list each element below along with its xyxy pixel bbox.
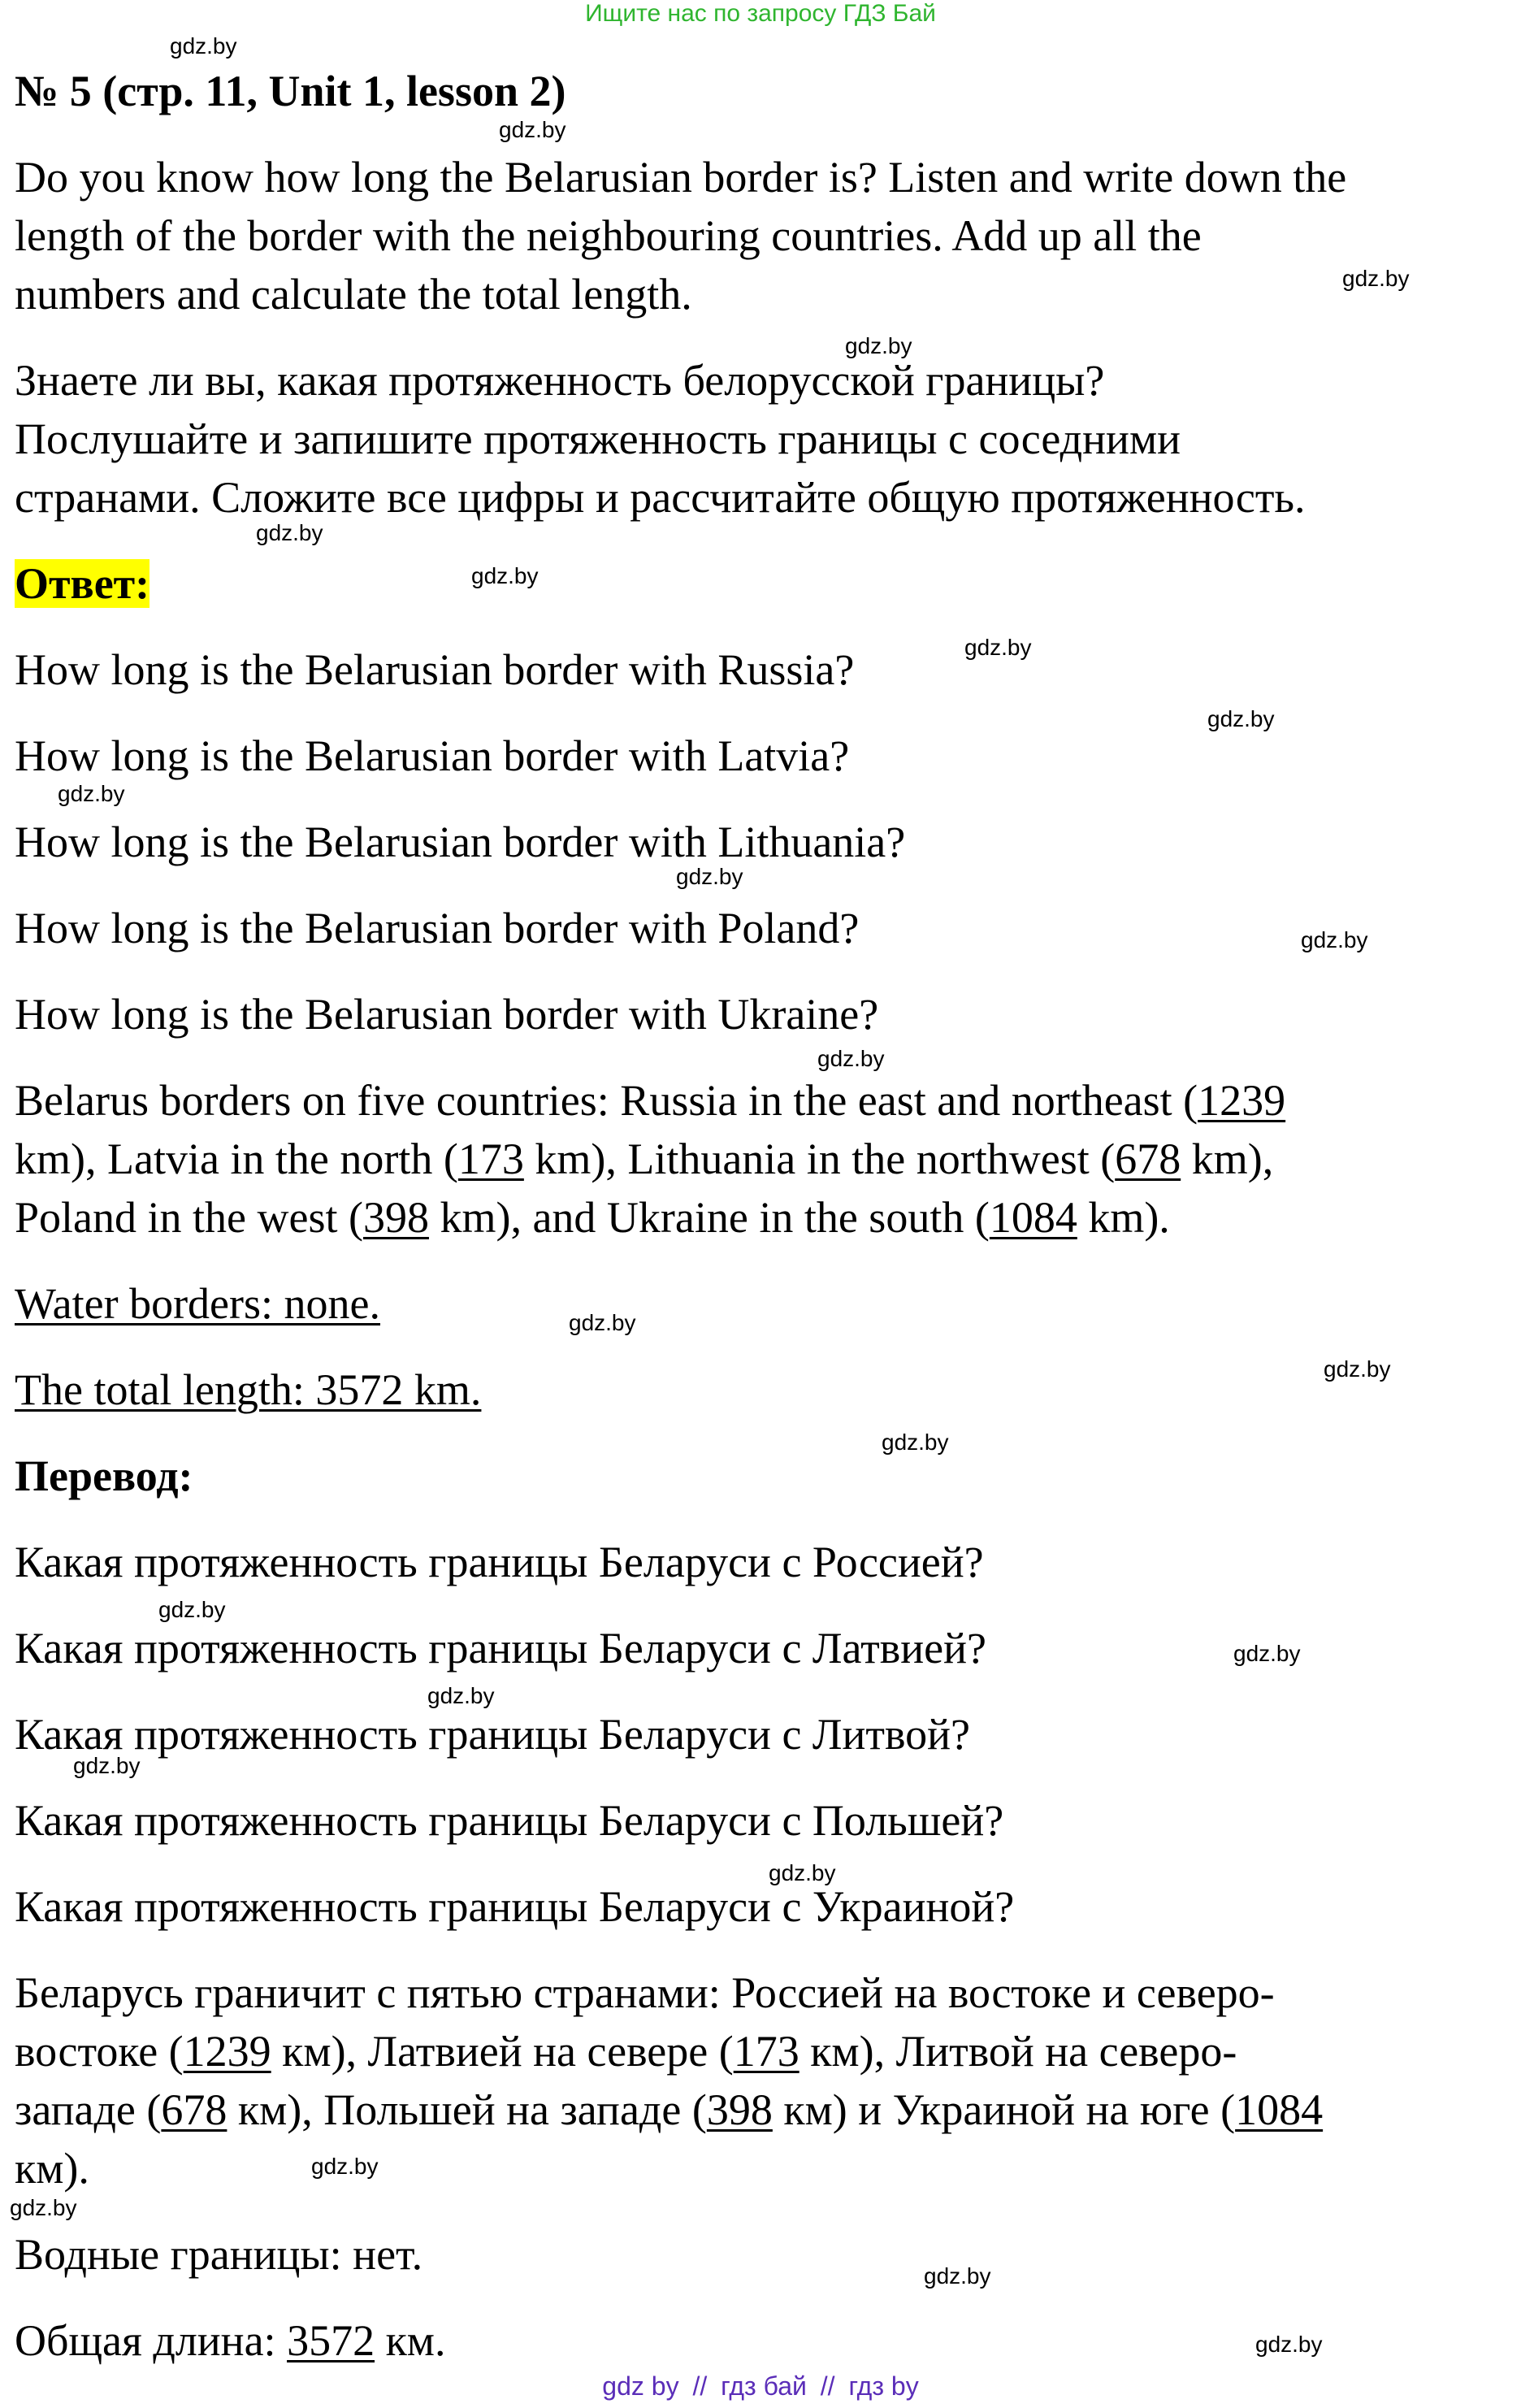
total-length-en: The total length: 3572 km. bbox=[15, 1365, 482, 1414]
question-ru: Какая протяженность границы Беларуси с Польшей? bbox=[15, 1796, 1004, 1845]
watermark: gdz.by bbox=[1233, 1641, 1301, 1666]
watermark: gdz.by bbox=[471, 563, 539, 588]
water-borders-en: Water borders: none. bbox=[15, 1279, 380, 1328]
question-en: How long is the Belarusian border with Ukraine? bbox=[15, 990, 879, 1039]
watermark: gdz.by bbox=[427, 1683, 495, 1708]
task-ru-line: Послушайте и запишите протяженность границы с соседними bbox=[15, 414, 1181, 463]
answer-ru-line: западе (678 км), Польшей на западе (398 км) и Украиной на юге (1084 bbox=[15, 2085, 1324, 2134]
total-length-ru: Общая длина: 3572 км. bbox=[15, 2316, 446, 2365]
watermark: gdz.by bbox=[1207, 706, 1275, 731]
task-en-line: length of the border with the neighbouring countries. Add up all the bbox=[15, 211, 1202, 260]
top-banner[interactable]: Ищите нас по запросу ГДЗ Бай bbox=[585, 0, 936, 27]
watermark: gdz.by bbox=[1301, 927, 1368, 952]
watermark: gdz.by bbox=[845, 333, 912, 358]
footer-separator: // bbox=[692, 2371, 708, 2401]
watermark: gdz.by bbox=[256, 520, 323, 545]
watermark: gdz.by bbox=[569, 1310, 636, 1335]
answer-label: Ответ: bbox=[15, 559, 150, 608]
translation-label: Перевод: bbox=[15, 1451, 193, 1500]
water-borders-ru: Водные границы: нет. bbox=[15, 2230, 423, 2279]
answer-en-line: Belarus borders on five countries: Russia in the east and northeast (1239 bbox=[15, 1076, 1286, 1125]
watermark: gdz.by bbox=[924, 2263, 991, 2289]
question-ru: Какая протяженность границы Беларуси с Украиной? bbox=[15, 1882, 1015, 1931]
answer-ru-line: Беларусь граничит с пятью странами: Россией на востоке и северо- bbox=[15, 1968, 1275, 2017]
answer-ru-line: км). bbox=[15, 2144, 89, 2193]
number: 1084 bbox=[989, 1193, 1077, 1242]
watermark: gdz.by bbox=[1324, 1356, 1391, 1382]
watermark: gdz.by bbox=[964, 635, 1032, 660]
watermark: gdz.by bbox=[10, 2195, 77, 2220]
answer-label-row bbox=[15, 554, 1493, 613]
number: 1239 bbox=[183, 2027, 271, 2076]
watermark: gdz.by bbox=[58, 781, 125, 806]
answer-en-line: km), Latvia in the north (173 km), Lithuania in the northwest (678 km), bbox=[15, 1135, 1274, 1183]
task-en-line: numbers and calculate the total length. bbox=[15, 270, 692, 319]
task-ru-line: Знаете ли вы, какая протяженность белорусской границы? bbox=[15, 356, 1105, 405]
watermark: gdz.by bbox=[73, 1753, 141, 1778]
watermark: gdz.by bbox=[311, 2154, 379, 2179]
question-en: How long is the Belarusian border with Latvia? bbox=[15, 731, 850, 780]
answer-ru-line: востоке (1239 км), Латвией на севере (173 км), Литвой на северо- bbox=[15, 2027, 1237, 2076]
footer-link[interactable]: гдз by bbox=[848, 2371, 919, 2401]
number: 3572 bbox=[287, 2316, 375, 2365]
watermark: gdz.by bbox=[499, 117, 566, 142]
number: 678 bbox=[161, 2085, 228, 2134]
task-en-line: Do you know how long the Belarusian border is? Listen and write down the bbox=[15, 153, 1347, 202]
number: 1239 bbox=[1198, 1076, 1286, 1125]
question-en: How long is the Belarusian border with Poland? bbox=[15, 904, 860, 952]
watermark: gdz.by bbox=[158, 1597, 226, 1622]
watermark: gdz.by bbox=[1342, 266, 1410, 291]
footer-link[interactable]: гдз бай bbox=[721, 2371, 807, 2401]
footer-links[interactable] bbox=[0, 2371, 1521, 2401]
question-ru: Какая протяженность границы Беларуси с Россией? bbox=[15, 1538, 984, 1586]
number: 398 bbox=[706, 2085, 773, 2134]
watermark: gdz.by bbox=[882, 1430, 949, 1455]
footer-separator: // bbox=[820, 2371, 835, 2401]
exercise-title: № 5 (стр. 11, Unit 1, lesson 2) bbox=[15, 67, 566, 115]
watermark: gdz.by bbox=[1255, 2332, 1323, 2357]
watermark: gdz.by bbox=[817, 1046, 885, 1071]
question-en: How long is the Belarusian border with Russia? bbox=[15, 645, 855, 694]
number: 173 bbox=[733, 2027, 800, 2076]
number: 398 bbox=[362, 1193, 429, 1242]
number: 678 bbox=[1115, 1135, 1181, 1183]
watermark: gdz.by bbox=[170, 33, 237, 59]
footer-link[interactable]: gdz by bbox=[602, 2371, 679, 2401]
watermark: gdz.by bbox=[769, 1860, 836, 1885]
number: 173 bbox=[457, 1135, 524, 1183]
watermark: gdz.by bbox=[676, 864, 743, 889]
question-ru: Какая протяженность границы Беларуси с Литвой? bbox=[15, 1710, 971, 1759]
task-ru-line: странами. Сложите все цифры и рассчитайте общую протяженность. bbox=[15, 473, 1306, 522]
question-en: How long is the Belarusian border with Lithuania? bbox=[15, 818, 906, 866]
number: 1084 bbox=[1235, 2085, 1324, 2134]
question-ru: Какая протяженность границы Беларуси с Латвией? bbox=[15, 1624, 986, 1673]
answer-en-line: Poland in the west (398 km), and Ukraine in the south (1084 km). bbox=[15, 1193, 1170, 1242]
